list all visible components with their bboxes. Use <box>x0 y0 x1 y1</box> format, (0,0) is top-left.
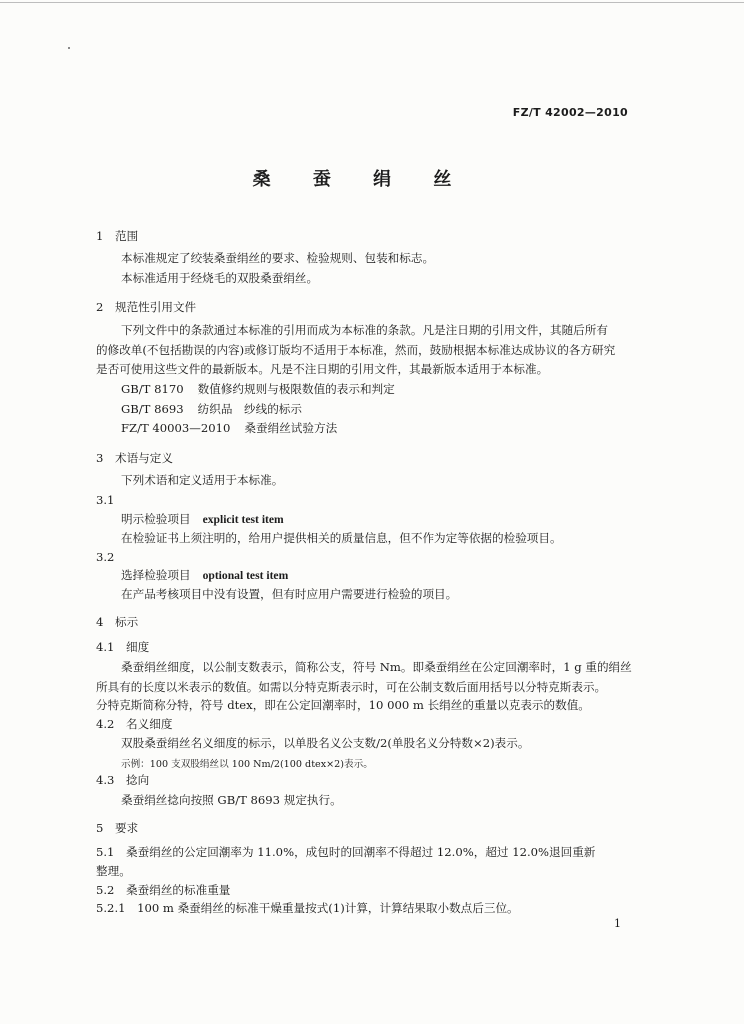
document-title: 桑 蚕 绢 丝 <box>252 169 470 190</box>
section-4-1-line-3: 分特克斯简称分特，符号 dtex，即在公定回潮率时，10 000 m 长绢丝的重量以克表示的数值。 <box>96 698 590 712</box>
section-4-1-line-1: 桑蚕绢丝细度，以公制支数表示，简称公支，符号 Nm。即桑蚕绢丝在公定回潮率时，1 g 重的绢丝 <box>121 660 632 674</box>
section-4-1-heading: 4.1 细度 <box>96 640 150 654</box>
section-5-1-line-1: 5.1 桑蚕绢丝的公定回潮率为 11.0%，成包时的回潮率不得超过 12.0%，超过 12.0%退回重新 <box>96 845 596 859</box>
section-4-2-example: 示例：100 支双股绢丝以 100 Nm/2(100 dtex×2)表示。 <box>121 759 373 770</box>
term-2-english: optional test item <box>202 569 289 582</box>
reference-code: FZ/T 40003—2010 <box>121 421 231 435</box>
section-1-para-1: 本标准规定了绞装桑蚕绢丝的要求、检验规则、包装和标志。 <box>121 251 435 265</box>
section-2-para-line-3: 是否可使用这些文件的最新版本。凡是不注日期的引用文件，其最新版本适用于本标准。 <box>96 362 549 376</box>
reference-item <box>121 420 337 437</box>
section-2-para-line-2: 的修改单(不包括勘误的内容)或修订版均不适用于本标准，然而，鼓励根据本标准达成协议的各方研究 <box>96 343 616 357</box>
section-1-heading: 1 范围 <box>96 229 139 243</box>
section-1-para-2: 本标准适用于经烧毛的双股桑蚕绢丝。 <box>121 271 319 285</box>
section-4-2-line-1: 双股桑蚕绢丝名义细度的标示，以单股名义公支数/2(单股名义分特数×2)表示。 <box>121 736 530 750</box>
reference-code: GB/T 8693 <box>121 402 184 416</box>
reference-title: 纺织品 纱线的标示 <box>197 402 302 416</box>
reference-title: 数值修约规则与极限数值的表示和判定 <box>197 382 395 396</box>
term-1-english: explicit test item <box>202 513 284 526</box>
term-2-name: 选择检验项目 <box>121 568 191 582</box>
reference-code: GB/T 8170 <box>121 382 184 396</box>
section-5-heading: 5 要求 <box>96 821 139 835</box>
section-5-2-heading: 5.2 桑蚕绢丝的标准重量 <box>96 883 231 897</box>
term-1-definition: 在检验证书上须注明的，给用户提供相关的质量信息，但不作为定等依据的检验项目。 <box>121 531 562 545</box>
term-2-definition: 在产品考核项目中没有设置，但有时应用户需要进行检验的项目。 <box>121 587 458 601</box>
term-1 <box>121 511 284 528</box>
reference-item <box>121 381 395 398</box>
section-4-3-line-1: 桑蚕绢丝捻向按照 GB/T 8693 规定执行。 <box>121 793 342 807</box>
reference-item <box>121 401 302 418</box>
section-5-1-line-2: 整理。 <box>96 864 131 878</box>
scan-speck <box>68 47 70 49</box>
section-3-para-1: 下列术语和定义适用于本标准。 <box>121 473 284 487</box>
standard-number: FZ/T 42002—2010 <box>512 106 628 119</box>
section-4-2-heading: 4.2 名义细度 <box>96 717 173 731</box>
page-number: 1 <box>614 917 621 930</box>
scan-edge-line <box>0 2 744 3</box>
section-2-heading: 2 规范性引用文件 <box>96 300 197 314</box>
section-4-3-heading: 4.3 捻向 <box>96 773 150 787</box>
section-5-2-1-line-1: 5.2.1 100 m 桑蚕绢丝的标准干燥重量按式(1)计算，计算结果取小数点后三位。 <box>96 901 519 915</box>
term-1-number: 3.1 <box>96 493 115 507</box>
section-3-heading: 3 术语与定义 <box>96 451 173 465</box>
term-1-name: 明示检验项目 <box>121 512 191 526</box>
reference-title: 桑蚕绢丝试验方法 <box>244 421 338 435</box>
term-2-number: 3.2 <box>96 550 115 564</box>
section-2-para-line-1: 下列文件中的条款通过本标准的引用而成为本标准的条款。凡是注日期的引用文件，其随后所有 <box>121 323 608 337</box>
section-4-1-line-2: 所具有的长度以米表示的数值。如需以分特克斯表示时，可在公制支数后面用括号以分特克斯表示。 <box>96 680 607 694</box>
section-4-heading: 4 标示 <box>96 615 139 629</box>
term-2 <box>121 567 288 584</box>
